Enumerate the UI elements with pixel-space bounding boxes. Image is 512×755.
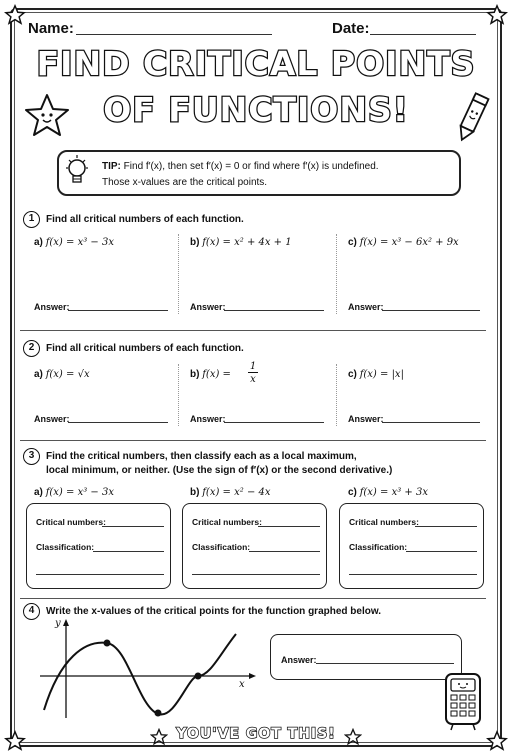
answer-field[interactable] <box>68 422 168 423</box>
column-divider <box>178 364 179 426</box>
question-4-prompt: Write the x-values of the critical points for the function graphed below. <box>46 606 382 617</box>
classification-box <box>26 503 171 589</box>
column-divider <box>336 364 337 426</box>
answer-label: Answer: <box>348 414 384 424</box>
classification-label: Classification: <box>36 542 95 552</box>
tip-label: TIP: <box>102 161 121 172</box>
date-field[interactable] <box>370 34 476 35</box>
smiling-star-icon <box>22 92 72 138</box>
question-3-prompt-2: local minimum, or neither. (Use the sign of f′(x) or the second derivative.) <box>46 465 393 476</box>
answer-label: Answer: <box>190 414 226 424</box>
section-divider <box>20 598 486 599</box>
star-icon <box>486 4 508 26</box>
classification-field-extra[interactable] <box>192 574 320 575</box>
question-number-1: 1 <box>23 211 40 228</box>
fraction-numerator: 1 <box>249 361 257 372</box>
critical-numbers-field[interactable] <box>415 526 477 527</box>
section-divider <box>20 440 486 441</box>
critical-numbers-field[interactable] <box>102 526 164 527</box>
classification-field-extra[interactable] <box>36 574 164 575</box>
name-label: Name: <box>28 20 74 37</box>
answer-label: Answer: <box>34 302 70 312</box>
problem-label: c) <box>348 487 357 498</box>
question-2-prompt: Find all critical numbers of each function. <box>46 343 244 354</box>
problem-label: a) <box>34 237 43 248</box>
answer-field[interactable] <box>382 422 480 423</box>
classification-field-extra[interactable] <box>349 574 477 575</box>
classification-box <box>182 503 327 589</box>
function-expression: f(x) = x² + 4x + 1 <box>202 237 292 248</box>
question-number-2: 2 <box>23 340 40 357</box>
function-curve <box>44 634 236 715</box>
name-field[interactable] <box>76 34 272 35</box>
classification-field[interactable] <box>406 551 477 552</box>
function-expression: f(x) = x³ − 6x² + 9x <box>359 237 459 248</box>
problem-label: a) <box>34 487 43 498</box>
function-expression: f(x) = <box>202 369 231 380</box>
function-expression: f(x) = x³ + 3x <box>359 487 428 498</box>
problem-label: b) <box>190 369 200 380</box>
pencil-icon <box>452 90 492 146</box>
question-1-prompt: Find all critical numbers of each function. <box>46 214 244 225</box>
classification-box <box>339 503 484 589</box>
answer-field[interactable] <box>224 422 324 423</box>
critical-numbers-label: Critical numbers: <box>349 517 419 527</box>
footer-message: YOU'VE GOT THIS! <box>176 726 336 742</box>
y-axis-arrow <box>63 619 69 626</box>
page-title-line1: FIND CRITICAL POINTS <box>36 44 476 83</box>
function-graph <box>30 618 260 722</box>
y-axis-label: y <box>55 618 61 629</box>
classification-field[interactable] <box>93 551 164 552</box>
tip-text-2: Those x-values are the critical points. <box>102 177 268 188</box>
star-icon <box>344 728 362 746</box>
fraction-denominator: x <box>250 374 256 385</box>
question-number-3: 3 <box>23 448 40 465</box>
function-expression: f(x) = x² − 4x <box>202 487 271 498</box>
critical-numbers-label: Critical numbers: <box>192 517 262 527</box>
function-expression: f(x) = x³ − 3x <box>45 487 114 498</box>
function-expression: f(x) = √x <box>45 369 90 380</box>
problem-label: b) <box>190 487 200 498</box>
page-title-line2: OF FUNCTIONS! <box>103 90 409 129</box>
question-number-4: 4 <box>23 603 40 620</box>
problem-label: c) <box>348 237 357 248</box>
critical-point <box>195 673 202 680</box>
date-label: Date: <box>332 20 370 37</box>
critical-point <box>155 710 162 717</box>
question-3-prompt-1: Find the critical numbers, then classify each as a local maximum, <box>46 451 357 462</box>
answer-field[interactable] <box>224 310 324 311</box>
answer-field[interactable] <box>316 663 454 664</box>
classification-label: Classification: <box>349 542 408 552</box>
answer-field[interactable] <box>382 310 480 311</box>
critical-numbers-label: Critical numbers: <box>36 517 106 527</box>
answer-label: Answer: <box>348 302 384 312</box>
problem-label: a) <box>34 369 43 380</box>
critical-numbers-field[interactable] <box>258 526 320 527</box>
classification-field[interactable] <box>249 551 320 552</box>
answer-label: Answer: <box>281 655 317 665</box>
lightbulb-icon <box>64 153 90 193</box>
answer-label: Answer: <box>34 414 70 424</box>
column-divider <box>178 234 179 314</box>
problem-label: b) <box>190 237 200 248</box>
calculator-icon <box>438 668 488 732</box>
column-divider <box>336 234 337 314</box>
answer-label: Answer: <box>190 302 226 312</box>
classification-label: Classification: <box>192 542 251 552</box>
function-expression: f(x) = |x| <box>359 369 404 380</box>
star-icon <box>4 4 26 26</box>
x-axis-arrow <box>249 673 256 679</box>
problem-label: c) <box>348 369 357 380</box>
section-divider <box>20 330 486 331</box>
x-axis-label: x <box>239 679 245 690</box>
answer-field[interactable] <box>68 310 168 311</box>
tip-text-1: Find f′(x), then set f′(x) = 0 or find where f′(x) is undefined. <box>123 161 379 172</box>
critical-point <box>104 640 111 647</box>
answer-box <box>270 634 462 680</box>
function-expression: f(x) = x³ − 3x <box>45 237 114 248</box>
